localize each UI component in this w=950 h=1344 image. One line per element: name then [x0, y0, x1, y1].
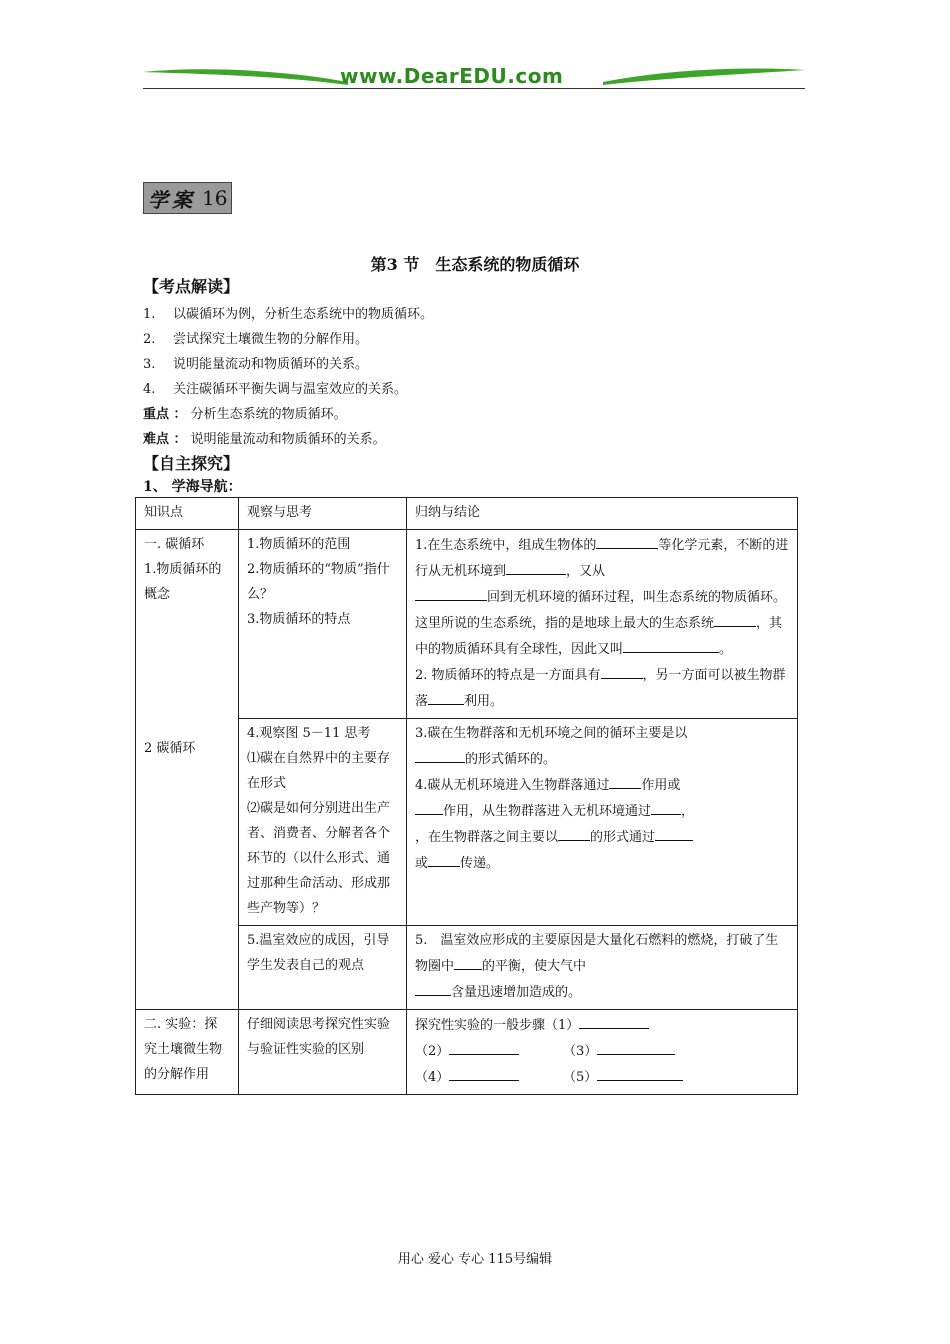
list-item: 4. 关注碳循环平衡失调与温室效应的关系。	[143, 382, 408, 397]
right-swoosh	[603, 69, 805, 86]
observe-cell: 仔细阅读思考探究性实验与验证性实验的区别	[239, 1010, 407, 1095]
fill-blank[interactable]	[449, 1064, 519, 1081]
study-table	[135, 497, 798, 1095]
fill-blank[interactable]	[609, 772, 641, 789]
badge-number: 16	[202, 186, 228, 210]
fill-blank[interactable]	[714, 610, 756, 627]
fill-blank[interactable]	[415, 979, 451, 996]
difficult-point: 难点 ： 说明能量流动和物质循环的关系。	[143, 432, 386, 447]
topic-carbon-cycle: 一. 碳循环 1.物质循环的概念	[144, 537, 222, 602]
section-heading-kaodian: 【考点解读】	[143, 277, 240, 296]
topic-carbon-cycle-2: 2 碳循环	[144, 741, 196, 756]
fill-blank[interactable]	[506, 558, 566, 575]
fill-blank[interactable]	[449, 1038, 519, 1055]
header-cell: 归纳与结论	[407, 498, 798, 530]
fill-blank[interactable]	[597, 1038, 675, 1055]
conclusion-cell: 1.在生态系统中，组成生物体的 等化学元素，不断的进行从无机环境到 ，又从 回到无机环境的循环过程，叫生态系统的物质循环。这里所说的生态系统，指的是地球上最大的生态系统 ，其中的物质循环具有全球性，因此又叫 。 2. 物质循环的特点是一方面具有 ，另一方面可以被生物群落 利用。	[407, 530, 798, 719]
table-header-row	[136, 498, 798, 530]
page-footer: 用心 爱心 专心 115号编辑	[397, 1252, 553, 1267]
conclusion-cell: 探究性实验的一般步骤（1） （2） （3） （4） （5）	[407, 1010, 798, 1095]
fill-blank[interactable]	[596, 532, 658, 549]
header-cell: 知识点	[136, 498, 239, 530]
observe-cell: 5.温室效应的成因，引导学生发表自己的观点	[239, 926, 407, 1010]
fill-blank[interactable]	[558, 824, 590, 841]
topic-cell: 二. 实验：探究土壤微生物的分解作用	[136, 1010, 239, 1095]
observe-cell: 1.物质循环的范围 2.物质循环的“物质”指什么？ 3.物质循环的特点	[239, 530, 407, 719]
fill-blank[interactable]	[655, 824, 693, 841]
fill-blank[interactable]	[601, 662, 643, 679]
conclusion-cell: 5. 温室效应形成的主要原因是大量化石燃料的燃烧，打破了生物圈中 的平衡，使大气中 含量迅速增加造成的。	[407, 926, 798, 1010]
list-item: 3. 说明能量流动和物质循环的关系。	[143, 357, 369, 372]
observe-cell: 4.观察图 5－11 思考 ⑴碳在自然界中的主要存在形式 ⑵碳是如何分别进出生产者、消费者、分解者各个环节的（以什么形式、通过那种生命活动、形成那些产物等）？	[239, 719, 407, 926]
fill-blank[interactable]	[415, 746, 465, 763]
key-point: 重点 ： 分析生态系统的物质循环。	[143, 407, 347, 422]
table-row	[136, 1010, 798, 1095]
list-item: 2. 尝试探究土壤微生物的分解作用。	[143, 332, 369, 347]
header-cell: 观察与思考	[239, 498, 407, 530]
site-logo-text: www.DearEDU.com	[340, 64, 564, 88]
fill-blank[interactable]	[651, 798, 681, 815]
list-item: 1. 以碳循环为例，分析生态系统中的物质循环。	[143, 307, 434, 322]
page-title: 第3 节 生态系统的物质循环	[370, 255, 580, 274]
fill-blank[interactable]	[623, 636, 719, 653]
lesson-badge	[143, 182, 232, 214]
fill-blank[interactable]	[454, 953, 482, 970]
fill-blank[interactable]	[415, 798, 443, 815]
badge-word: 学案	[148, 187, 196, 212]
topic-cell	[136, 530, 239, 1010]
fill-blank[interactable]	[428, 850, 460, 867]
sub-heading: 1、 学海导航：	[143, 479, 242, 495]
fill-blank[interactable]	[428, 688, 464, 705]
fill-blank[interactable]	[415, 584, 487, 601]
section-heading-zizhu: 【自主探究】	[143, 454, 240, 473]
left-swoosh	[143, 69, 348, 85]
fill-blank[interactable]	[579, 1012, 649, 1029]
table-row	[136, 530, 798, 719]
conclusion-cell: 3.碳在生物群落和无机环境之间的循环主要是以 的形式循环的。 4.碳从无机环境进入生物群落通过 作用或 作用，从生物群落进入无机环境通过 ， ，在生物群落之间主要以 的形式通过 或 传递。	[407, 719, 798, 926]
header-rule	[143, 88, 805, 89]
fill-blank[interactable]	[597, 1064, 683, 1081]
